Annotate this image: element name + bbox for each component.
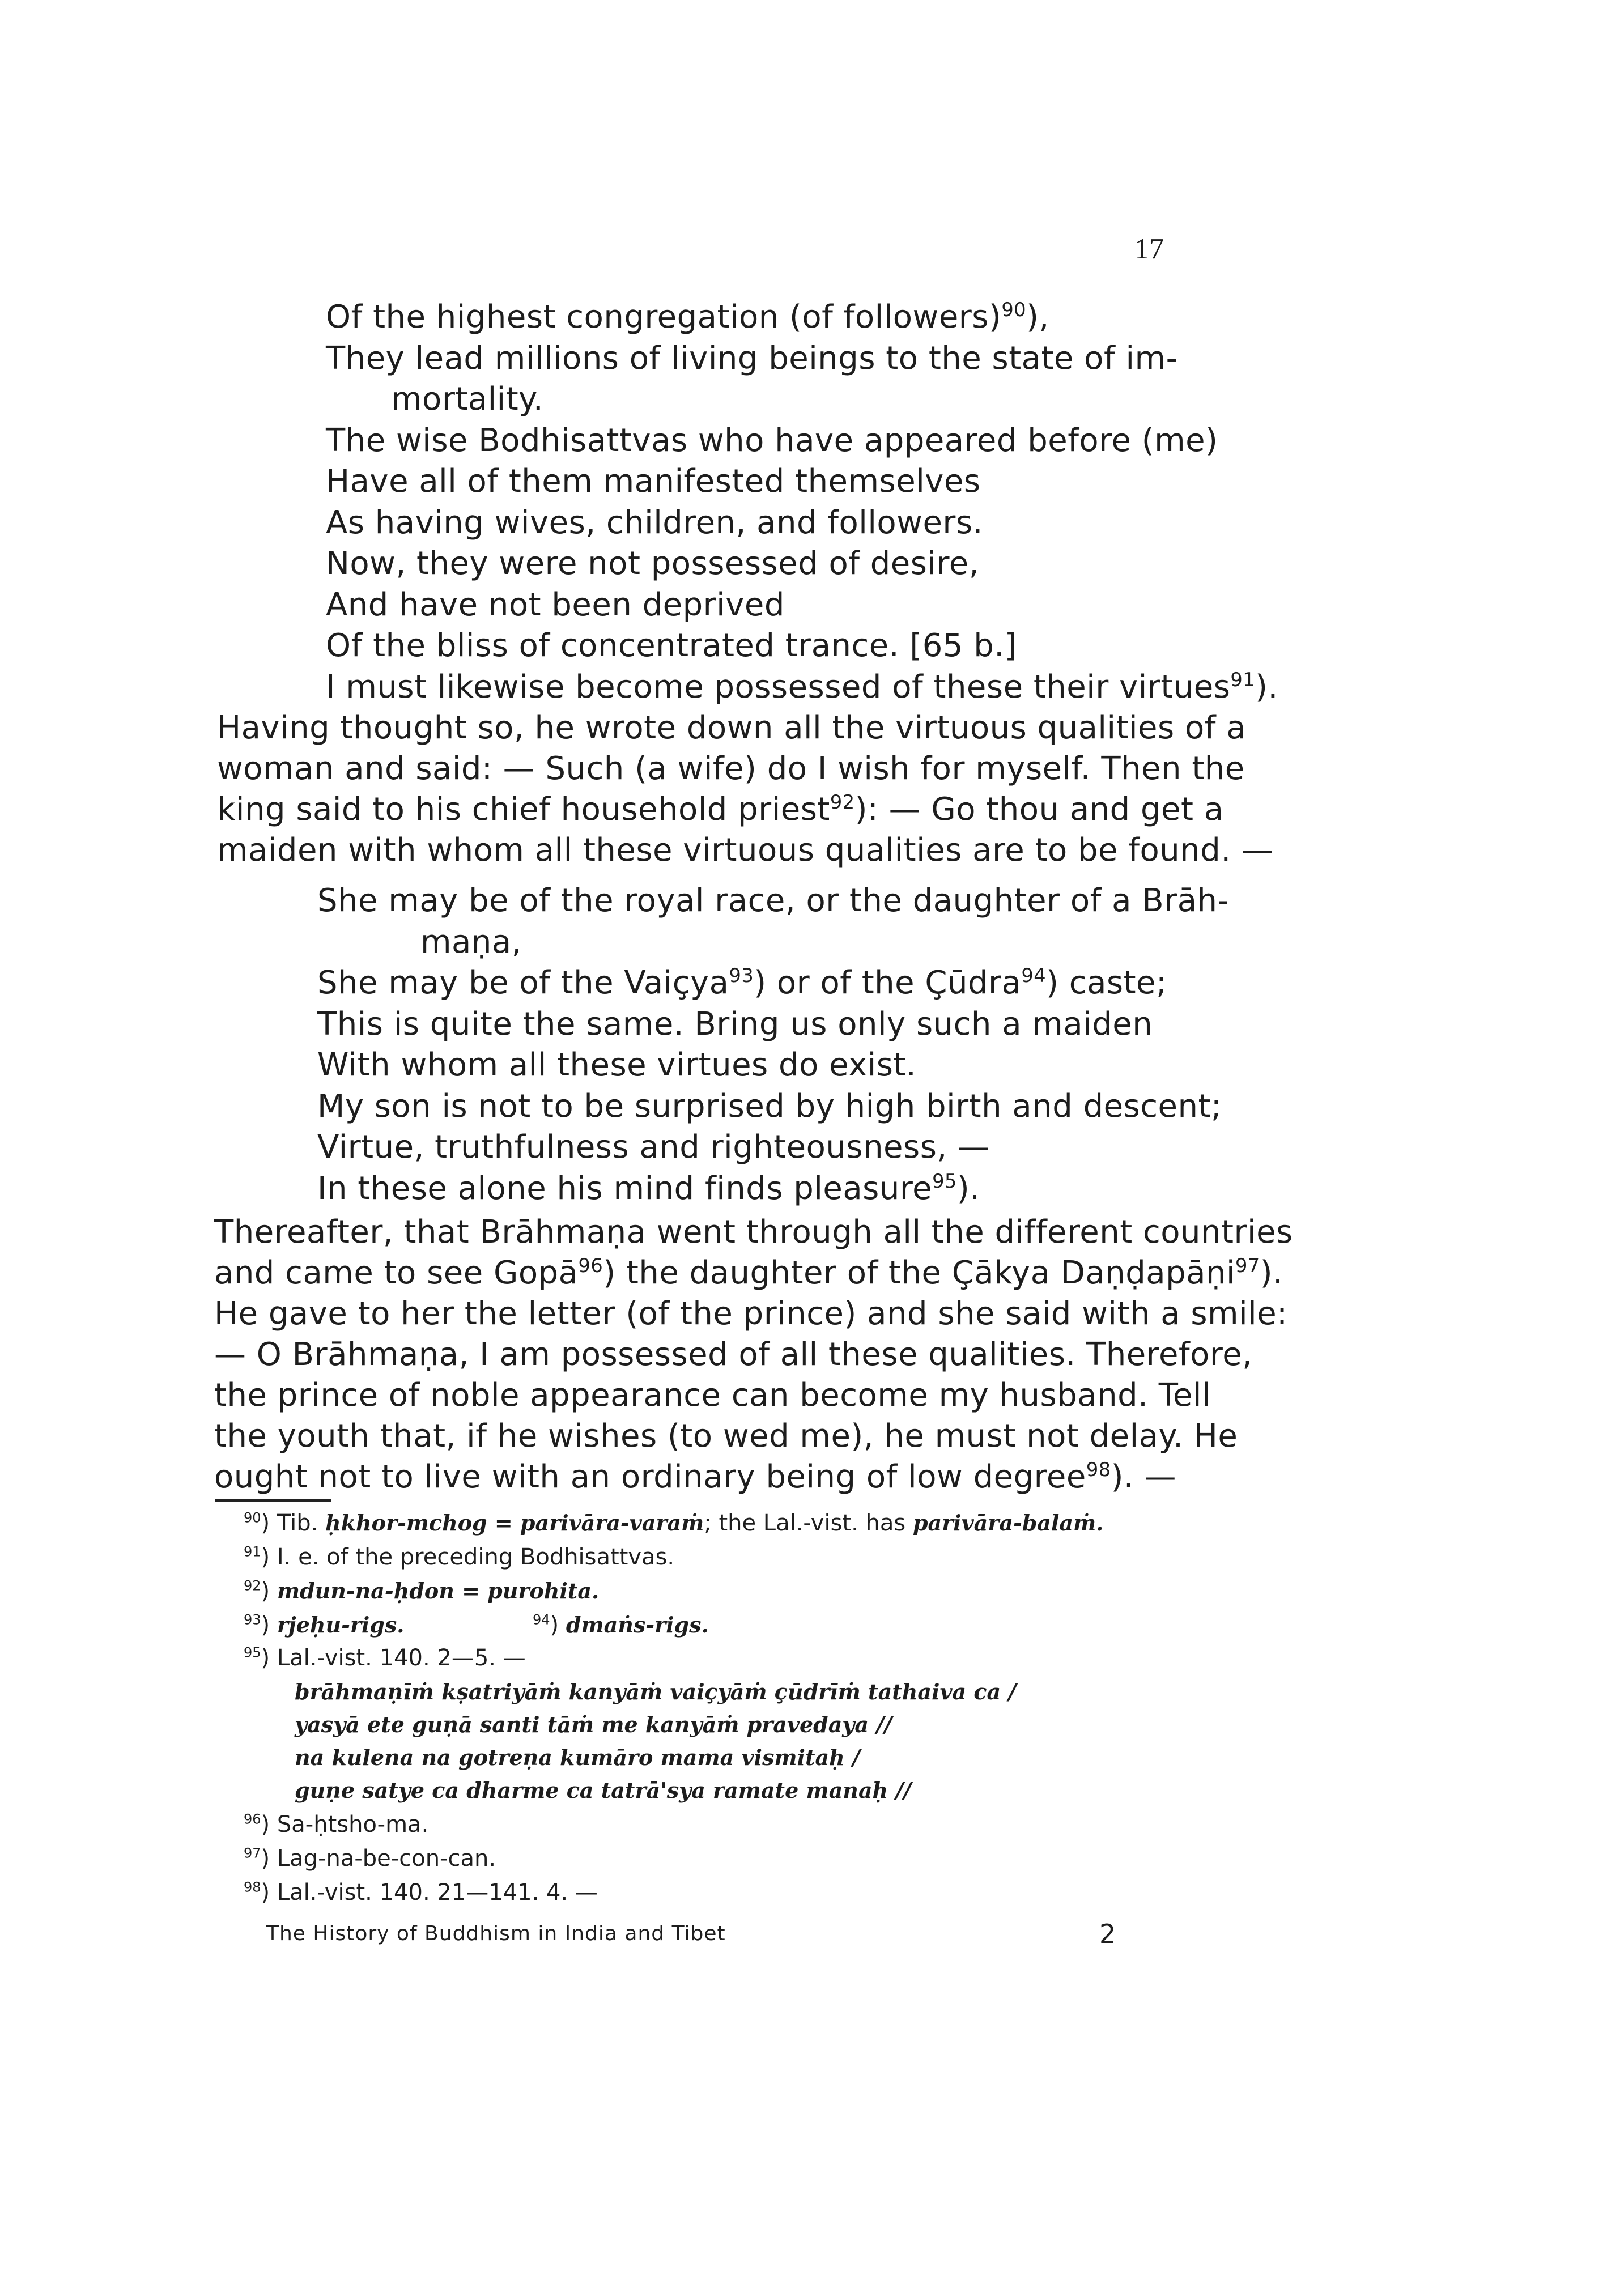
footnote-94: $^{94}$) dmaṅs-rigs. (533, 1612, 709, 1638)
footnote-92: $^{92}$) mdun-na-ḥdon = purohita. (244, 1578, 600, 1604)
verse1-line: Of the bliss of concentrated trance. [65 b.] (326, 627, 1017, 664)
para2-line: the youth that, if he wishes (to wed me), he must not delay. He (214, 1418, 1238, 1455)
verse2-line: This is quite the same. Bring us only such a maiden (317, 1006, 1153, 1043)
footnote-97: $^{97}$) Lag-na-be-con-can. (244, 1845, 496, 1872)
verse1-line: As having wives, children, and followers. (326, 504, 983, 541)
running-footer-title: The History of Buddhism in India and Tibet (266, 1922, 726, 1945)
footnote-95: $^{95}$) Lal.-vist. 140. 2—5. — (244, 1644, 526, 1671)
page-number: 17 (1134, 233, 1164, 265)
verse1-line: Have all of them manifested themselves (326, 463, 981, 500)
verse2-line: In these alone his mind finds pleasure$^{95}$). (317, 1170, 980, 1207)
verse2-line: She may be of the royal race, or the daughter of a Brāh- (317, 882, 1230, 919)
footnote-91: $^{91}$) I. e. of the preceding Bodhisattvas. (244, 1544, 675, 1570)
verse1-line: Now, they were not possessed of desire, (326, 545, 980, 582)
verse1-line: The wise Bodhisattvas who have appeared before (me) (326, 422, 1218, 459)
para1-line: king said to his chief household priest$^{92}$): — Go thou and get a (217, 790, 1224, 828)
para2-line: — O Brāhmaṇa, I am possessed of all these qualities. Therefore, (214, 1336, 1253, 1373)
footnote-divider (215, 1499, 331, 1502)
verse2-line: maṇa, (420, 924, 522, 960)
verse2-line: With whom all these virtues do exist. (317, 1047, 917, 1083)
sloka-line: yasyā ete guṇā santi tāṁ me kanyāṁ pravedaya // (295, 1712, 892, 1737)
verse1-line: They lead millions of living beings to the state of im- (326, 340, 1178, 377)
verse2-line: She may be of the Vaiçya$^{93}$) or of the Çūdra$^{94}$) caste; (317, 964, 1167, 1001)
signature-mark: 2 (1099, 1919, 1117, 1949)
para2-line: He gave to her the letter (of the prince) and she said with a smile: (214, 1295, 1288, 1332)
verse2-line: Virtue, truthfulness and righteousness, — (317, 1129, 990, 1166)
para2-line: Thereafter, that Brāhmaṇa went through all the different countries (214, 1214, 1293, 1251)
para2-line: the prince of noble appearance can become my husband. Tell (214, 1377, 1211, 1414)
verse1-line: And have not been deprived (326, 586, 785, 623)
para1-line: maiden with whom all these virtuous qualities are to be found. — (217, 832, 1274, 869)
para2-line: and came to see Gopā$^{96}$) the daughter of the Çākya Daṇḍapāṇi$^{97}$). (214, 1254, 1283, 1291)
sloka-line: brāhmaṇīṁ kṣatriyāṁ kanyāṁ vaiçyāṁ çūdrīṁ tathaiva ca / (295, 1679, 1017, 1704)
footnote-98: $^{98}$) Lal.-vist. 140. 21—141. 4. — (244, 1879, 598, 1906)
footnote-90: $^{90}$) Tib. ḥkhor-mchog = parivāra-varaṁ; the Lal.-vist. has parivāra-balaṁ. (244, 1510, 1104, 1536)
para1-line: woman and said: — Such (a wife) do I wish for myself. Then the (217, 750, 1245, 787)
footnote-96: $^{96}$) Sa-ḥtsho-ma. (244, 1811, 429, 1838)
verse1-line: I must likewise become possessed of these their virtues$^{91}$). (326, 668, 1278, 705)
para2-line: ought not to live with an ordinary being of low degree$^{98}$). — (214, 1458, 1177, 1495)
verse1-line: Of the highest congregation (of followers)$^{90}$), (326, 298, 1049, 335)
verse1-line: mortality. (391, 381, 544, 418)
sloka-line: na kulena na gotreṇa kumāro mama vismitaḥ / (295, 1745, 860, 1770)
sloka-line: guṇe satye ca dharme ca tatrā'sya ramate manaḥ // (295, 1778, 912, 1803)
verse2-line: My son is not to be surprised by high birth and descent; (317, 1088, 1222, 1125)
para1-line: Having thought so, he wrote down all the virtuous qualities of a (217, 709, 1247, 746)
footnote-93: $^{93}$) rjeḥu-rigs. (244, 1612, 405, 1638)
